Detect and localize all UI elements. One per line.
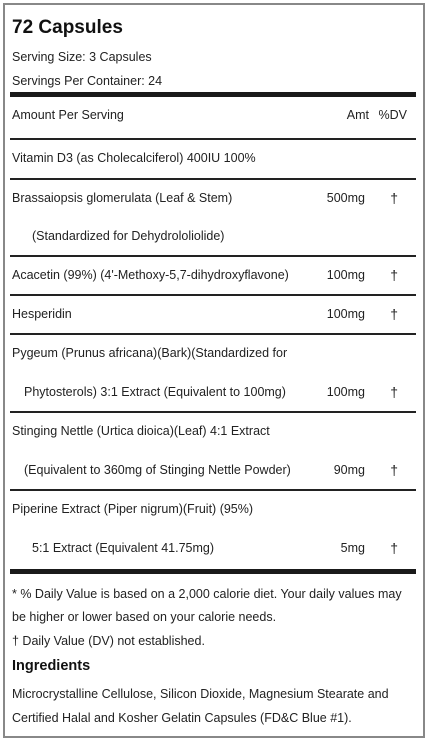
amount-per-serving-header: Amount Per Serving	[12, 108, 124, 122]
table-row	[10, 374, 416, 411]
ingredient-dv: †	[390, 540, 398, 556]
ingredient-dv: †	[390, 462, 398, 478]
amt-header: Amt	[346, 108, 369, 122]
ingredient-amount: 100mg	[326, 268, 365, 282]
ingredient-name: Piperine Extract (Piper nigrum)(Fruit) (95%)	[12, 502, 254, 516]
ingredient-name: Stinging Nettle (Urtica dioica)(Leaf) 4:1 Extract	[12, 424, 270, 438]
ingredient-name: Brassaiopsis glomerulata (Leaf & Stem)	[12, 191, 233, 205]
table-row	[10, 491, 416, 528]
ingredient-name: (Standardized for Dehydrololiolide)	[32, 229, 225, 243]
ingredient-name: Phytosterols) 3:1 Extract (Equivalent to 100mg)	[24, 385, 286, 399]
ingredient-name: Acacetin (99%) (4'-Methoxy-5,7-dihydroxyflavone)	[12, 268, 289, 282]
table-row	[10, 335, 416, 372]
ingredient-dv: †	[390, 267, 398, 283]
ingredient-dv: †	[390, 306, 398, 322]
ingredient-name: Pygeum (Prunus africana)(Bark)(Standardized for	[12, 346, 288, 360]
table-header	[10, 97, 416, 134]
thick-divider	[10, 569, 416, 574]
ingredient-name: 5:1 Extract (Equivalent 41.75mg)	[32, 541, 215, 555]
ingredient-amount: 100mg	[326, 385, 365, 399]
ingredients-heading: Ingredients	[12, 658, 91, 674]
table-row	[10, 452, 416, 489]
ingredient-name: (Equivalent to 360mg of Stinging Nettle Powder)	[24, 463, 291, 477]
footnote-daily-value-line1: * % Daily Value is based on a 2,000 calorie diet. Your daily values may	[12, 587, 402, 601]
ingredient-dv: †	[390, 190, 398, 206]
ingredient-name: Hesperidin	[12, 307, 72, 321]
ingredient-amount: 5mg	[340, 541, 365, 555]
table-row	[10, 413, 416, 450]
serving-size: Serving Size: 3 Capsules	[12, 50, 152, 64]
footnote-daily-value-line2: be higher or lower based on your calorie needs.	[12, 610, 277, 624]
ingredients-line1: Microcrystalline Cellulose, Silicon Dioxide, Magnesium Stearate and	[12, 687, 389, 701]
ingredients-line2: Certified Halal and Kosher Gelatin Capsules (FD&C Blue #1).	[12, 711, 352, 725]
capsule-count-title: 72 Capsules	[12, 17, 123, 38]
table-row	[10, 180, 416, 217]
ingredient-name: Vitamin D3 (as Cholecalciferol) 400IU 100%	[12, 151, 256, 165]
ingredient-dv: †	[390, 384, 398, 400]
ingredient-amount: 500mg	[326, 191, 365, 205]
ingredient-amount: 90mg	[333, 463, 365, 477]
servings-per-container: Servings Per Container: 24	[12, 74, 163, 88]
table-row	[10, 218, 416, 255]
dv-header: %DV	[378, 108, 407, 122]
supplement-facts-panel	[3, 3, 425, 738]
table-row	[10, 140, 416, 177]
table-row	[10, 530, 416, 567]
footnote-dagger: † Daily Value (DV) not established.	[12, 634, 205, 648]
ingredient-amount: 100mg	[326, 307, 365, 321]
table-row	[10, 257, 416, 294]
table-row	[10, 296, 416, 333]
